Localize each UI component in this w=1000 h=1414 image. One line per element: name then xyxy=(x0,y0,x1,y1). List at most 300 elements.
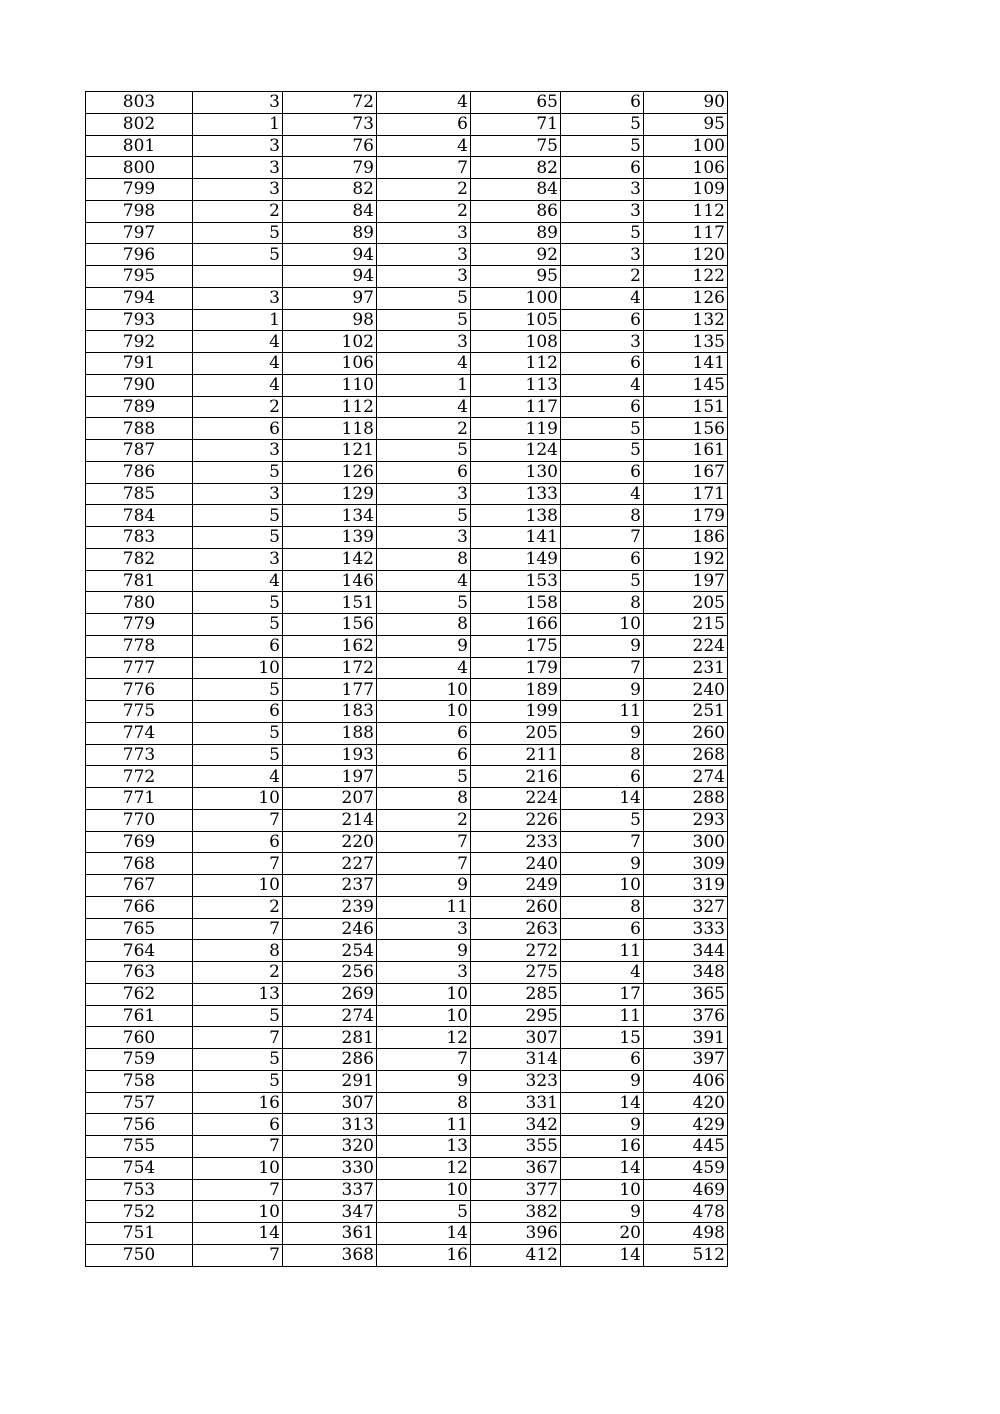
table-cell: 138 xyxy=(471,505,561,527)
table-cell: 117 xyxy=(471,396,561,418)
table-cell: 3 xyxy=(377,962,471,984)
table-cell: 337 xyxy=(283,1179,377,1201)
table-row xyxy=(86,396,728,418)
table-cell: 355 xyxy=(471,1136,561,1158)
table-row xyxy=(86,113,728,135)
table-cell: 319 xyxy=(644,875,728,897)
table-cell: 98 xyxy=(283,309,377,331)
table-cell: 151 xyxy=(644,396,728,418)
table-cell: 256 xyxy=(283,962,377,984)
table-cell: 6 xyxy=(561,766,644,788)
table-cell: 274 xyxy=(283,1005,377,1027)
table-cell: 216 xyxy=(471,766,561,788)
table-cell: 5 xyxy=(561,113,644,135)
table-row xyxy=(86,461,728,483)
table-cell: 89 xyxy=(283,222,377,244)
table-cell: 5 xyxy=(193,222,283,244)
table-cell: 175 xyxy=(471,635,561,657)
table-cell: 2 xyxy=(377,179,471,201)
table-cell: 3 xyxy=(193,440,283,462)
row-key-cell: 783 xyxy=(86,527,193,549)
table-cell: 512 xyxy=(644,1244,728,1266)
table-cell: 117 xyxy=(644,222,728,244)
table-cell: 239 xyxy=(283,896,377,918)
row-key-cell: 803 xyxy=(86,92,193,114)
table-cell: 119 xyxy=(471,418,561,440)
table-row xyxy=(86,135,728,157)
table-cell: 9 xyxy=(561,853,644,875)
table-cell: 156 xyxy=(644,418,728,440)
table-cell: 237 xyxy=(283,875,377,897)
row-key-cell: 750 xyxy=(86,1244,193,1266)
table-cell: 108 xyxy=(471,331,561,353)
table-cell: 112 xyxy=(471,353,561,375)
row-key-cell: 792 xyxy=(86,331,193,353)
row-key-cell: 796 xyxy=(86,244,193,266)
table-cell: 86 xyxy=(471,200,561,222)
table-cell: 4 xyxy=(193,570,283,592)
table-cell: 397 xyxy=(644,1049,728,1071)
table-cell: 3 xyxy=(377,331,471,353)
table-cell: 4 xyxy=(377,570,471,592)
table-cell: 275 xyxy=(471,962,561,984)
table-cell: 4 xyxy=(377,135,471,157)
table-cell: 348 xyxy=(644,962,728,984)
table-cell: 6 xyxy=(193,701,283,723)
table-cell: 7 xyxy=(193,1179,283,1201)
row-key-cell: 752 xyxy=(86,1201,193,1223)
table-cell: 188 xyxy=(283,722,377,744)
table-row xyxy=(86,309,728,331)
table-cell: 14 xyxy=(561,1244,644,1266)
table-cell: 344 xyxy=(644,940,728,962)
table-cell: 227 xyxy=(283,853,377,875)
table-cell: 79 xyxy=(283,157,377,179)
row-key-cell: 772 xyxy=(86,766,193,788)
table-cell: 132 xyxy=(644,309,728,331)
table-cell: 10 xyxy=(377,1179,471,1201)
table-cell: 377 xyxy=(471,1179,561,1201)
row-key-cell: 762 xyxy=(86,983,193,1005)
row-key-cell: 788 xyxy=(86,418,193,440)
table-row xyxy=(86,853,728,875)
table-cell: 3 xyxy=(193,157,283,179)
table-cell: 149 xyxy=(471,548,561,570)
row-key-cell: 774 xyxy=(86,722,193,744)
row-key-cell: 789 xyxy=(86,396,193,418)
table-cell: 95 xyxy=(471,266,561,288)
table-cell: 331 xyxy=(471,1092,561,1114)
table-cell: 231 xyxy=(644,657,728,679)
table-cell: 75 xyxy=(471,135,561,157)
table-cell: 3 xyxy=(193,287,283,309)
row-key-cell: 785 xyxy=(86,483,193,505)
table-cell: 5 xyxy=(561,418,644,440)
table-cell: 14 xyxy=(377,1223,471,1245)
table-cell: 246 xyxy=(283,918,377,940)
table-cell: 459 xyxy=(644,1157,728,1179)
table-cell: 9 xyxy=(561,1201,644,1223)
table-cell: 7 xyxy=(193,918,283,940)
table-cell: 272 xyxy=(471,940,561,962)
table-cell: 90 xyxy=(644,92,728,114)
table-cell: 12 xyxy=(377,1157,471,1179)
table-cell: 6 xyxy=(561,918,644,940)
table-cell: 10 xyxy=(193,657,283,679)
table-row xyxy=(86,1157,728,1179)
table-cell: 207 xyxy=(283,788,377,810)
table-cell: 113 xyxy=(471,374,561,396)
table-cell: 112 xyxy=(283,396,377,418)
table-cell: 11 xyxy=(561,701,644,723)
table-cell: 11 xyxy=(377,1114,471,1136)
row-key-cell: 755 xyxy=(86,1136,193,1158)
table-cell: 124 xyxy=(471,440,561,462)
row-key-cell: 779 xyxy=(86,614,193,636)
table-cell: 367 xyxy=(471,1157,561,1179)
table-cell: 97 xyxy=(283,287,377,309)
table-cell: 7 xyxy=(193,809,283,831)
table-row xyxy=(86,570,728,592)
table-cell: 4 xyxy=(193,331,283,353)
table-cell: 4 xyxy=(193,374,283,396)
table-cell: 13 xyxy=(377,1136,471,1158)
table-cell: 5 xyxy=(377,309,471,331)
table-cell: 16 xyxy=(193,1092,283,1114)
table-cell: 260 xyxy=(471,896,561,918)
row-key-cell: 769 xyxy=(86,831,193,853)
table-cell: 8 xyxy=(193,940,283,962)
table-cell: 9 xyxy=(377,875,471,897)
table-cell: 151 xyxy=(283,592,377,614)
table-cell: 307 xyxy=(471,1027,561,1049)
table-cell: 12 xyxy=(377,1027,471,1049)
table-row xyxy=(86,722,728,744)
table-cell: 9 xyxy=(561,722,644,744)
table-cell: 17 xyxy=(561,983,644,1005)
table-cell: 199 xyxy=(471,701,561,723)
table-cell: 6 xyxy=(377,722,471,744)
table-cell: 3 xyxy=(377,483,471,505)
table-cell: 6 xyxy=(561,157,644,179)
table-cell: 197 xyxy=(283,766,377,788)
table-cell: 307 xyxy=(283,1092,377,1114)
table-cell: 145 xyxy=(644,374,728,396)
table-cell: 5 xyxy=(377,287,471,309)
table-cell: 141 xyxy=(644,353,728,375)
table-cell: 7 xyxy=(561,527,644,549)
table-row xyxy=(86,679,728,701)
table-cell: 263 xyxy=(471,918,561,940)
table-cell: 5 xyxy=(193,1005,283,1027)
table-cell: 166 xyxy=(471,614,561,636)
table-cell: 9 xyxy=(561,679,644,701)
table-cell: 3 xyxy=(377,918,471,940)
table-cell: 3 xyxy=(561,200,644,222)
table-cell: 3 xyxy=(377,222,471,244)
table-cell: 5 xyxy=(377,440,471,462)
table-row xyxy=(86,1201,728,1223)
table-cell: 224 xyxy=(644,635,728,657)
table-cell: 82 xyxy=(283,179,377,201)
table-cell: 142 xyxy=(283,548,377,570)
table-row xyxy=(86,353,728,375)
table-cell: 3 xyxy=(193,548,283,570)
table-cell: 5 xyxy=(561,222,644,244)
row-key-cell: 800 xyxy=(86,157,193,179)
table-cell: 129 xyxy=(283,483,377,505)
table-cell: 130 xyxy=(471,461,561,483)
table-cell: 5 xyxy=(561,135,644,157)
row-key-cell: 791 xyxy=(86,353,193,375)
table-cell: 5 xyxy=(193,1049,283,1071)
table-cell: 396 xyxy=(471,1223,561,1245)
row-key-cell: 767 xyxy=(86,875,193,897)
table-cell: 226 xyxy=(471,809,561,831)
table-row xyxy=(86,222,728,244)
table-cell: 445 xyxy=(644,1136,728,1158)
table-cell: 5 xyxy=(193,527,283,549)
table-cell: 121 xyxy=(283,440,377,462)
table-body xyxy=(86,92,728,1267)
table-cell: 233 xyxy=(471,831,561,853)
table-cell: 8 xyxy=(377,614,471,636)
table-cell: 3 xyxy=(561,244,644,266)
table-cell: 10 xyxy=(561,1179,644,1201)
table-cell: 293 xyxy=(644,809,728,831)
row-key-cell: 775 xyxy=(86,701,193,723)
table-cell: 120 xyxy=(644,244,728,266)
table-cell: 9 xyxy=(561,1114,644,1136)
row-key-cell: 754 xyxy=(86,1157,193,1179)
table-cell: 333 xyxy=(644,918,728,940)
row-key-cell: 760 xyxy=(86,1027,193,1049)
table-cell: 65 xyxy=(471,92,561,114)
table-cell: 94 xyxy=(283,266,377,288)
table-row xyxy=(86,287,728,309)
table-cell: 10 xyxy=(561,614,644,636)
row-key-cell: 798 xyxy=(86,200,193,222)
table-row xyxy=(86,635,728,657)
table-cell: 183 xyxy=(283,701,377,723)
table-row xyxy=(86,548,728,570)
table-cell: 330 xyxy=(283,1157,377,1179)
table-cell: 73 xyxy=(283,113,377,135)
table-cell: 193 xyxy=(283,744,377,766)
table-row xyxy=(86,1244,728,1266)
row-key-cell: 751 xyxy=(86,1223,193,1245)
table-cell: 179 xyxy=(471,657,561,679)
table-cell: 10 xyxy=(193,875,283,897)
table-row xyxy=(86,1070,728,1092)
table-cell: 3 xyxy=(561,331,644,353)
table-cell: 106 xyxy=(283,353,377,375)
table-cell: 254 xyxy=(283,940,377,962)
table-cell: 9 xyxy=(377,940,471,962)
table-row xyxy=(86,440,728,462)
table-row xyxy=(86,1136,728,1158)
table-cell: 76 xyxy=(283,135,377,157)
table-cell: 133 xyxy=(471,483,561,505)
table-cell: 205 xyxy=(471,722,561,744)
table-cell: 2 xyxy=(377,418,471,440)
table-cell: 197 xyxy=(644,570,728,592)
table-cell: 309 xyxy=(644,853,728,875)
row-key-cell: 763 xyxy=(86,962,193,984)
table-cell: 10 xyxy=(193,788,283,810)
table-cell: 1 xyxy=(193,309,283,331)
table-row xyxy=(86,1179,728,1201)
table-row xyxy=(86,657,728,679)
table-cell: 6 xyxy=(377,113,471,135)
table-cell: 177 xyxy=(283,679,377,701)
table-row xyxy=(86,374,728,396)
table-cell: 135 xyxy=(644,331,728,353)
row-key-cell: 766 xyxy=(86,896,193,918)
table-cell: 10 xyxy=(377,1005,471,1027)
table-cell: 420 xyxy=(644,1092,728,1114)
row-key-cell: 795 xyxy=(86,266,193,288)
table-cell: 16 xyxy=(377,1244,471,1266)
table-cell: 3 xyxy=(193,135,283,157)
table-cell: 7 xyxy=(193,853,283,875)
table-row xyxy=(86,483,728,505)
row-key-cell: 802 xyxy=(86,113,193,135)
table-cell: 2 xyxy=(561,266,644,288)
table-cell: 6 xyxy=(193,831,283,853)
table-row xyxy=(86,1027,728,1049)
table-cell: 7 xyxy=(193,1136,283,1158)
table-cell: 110 xyxy=(283,374,377,396)
table-cell: 14 xyxy=(561,1157,644,1179)
table-cell: 10 xyxy=(193,1157,283,1179)
table-cell: 5 xyxy=(377,766,471,788)
table-cell: 20 xyxy=(561,1223,644,1245)
row-key-cell: 761 xyxy=(86,1005,193,1027)
table-cell: 5 xyxy=(193,722,283,744)
table-cell: 5 xyxy=(193,505,283,527)
table-cell: 361 xyxy=(283,1223,377,1245)
table-cell: 106 xyxy=(644,157,728,179)
table-cell: 6 xyxy=(561,353,644,375)
table-cell: 179 xyxy=(644,505,728,527)
table-cell: 172 xyxy=(283,657,377,679)
row-key-cell: 758 xyxy=(86,1070,193,1092)
row-key-cell: 776 xyxy=(86,679,193,701)
table-row xyxy=(86,244,728,266)
table-cell: 92 xyxy=(471,244,561,266)
table-row xyxy=(86,875,728,897)
table-cell: 9 xyxy=(561,1070,644,1092)
table-cell: 2 xyxy=(377,200,471,222)
table-row xyxy=(86,614,728,636)
table-row xyxy=(86,1049,728,1071)
table-row xyxy=(86,940,728,962)
row-key-cell: 753 xyxy=(86,1179,193,1201)
table-cell: 268 xyxy=(644,744,728,766)
table-cell: 94 xyxy=(283,244,377,266)
table-cell: 4 xyxy=(377,92,471,114)
table-cell: 84 xyxy=(283,200,377,222)
table-cell: 102 xyxy=(283,331,377,353)
table-cell: 7 xyxy=(377,831,471,853)
table-row xyxy=(86,92,728,114)
table-cell: 323 xyxy=(471,1070,561,1092)
row-key-cell: 764 xyxy=(86,940,193,962)
table-cell: 274 xyxy=(644,766,728,788)
table-cell: 3 xyxy=(193,179,283,201)
table-row xyxy=(86,788,728,810)
table-cell: 342 xyxy=(471,1114,561,1136)
row-key-cell: 801 xyxy=(86,135,193,157)
table-cell: 2 xyxy=(193,396,283,418)
table-row xyxy=(86,918,728,940)
row-key-cell: 770 xyxy=(86,809,193,831)
row-key-cell: 794 xyxy=(86,287,193,309)
table-row xyxy=(86,983,728,1005)
table-row xyxy=(86,527,728,549)
table-cell: 84 xyxy=(471,179,561,201)
table-cell: 162 xyxy=(283,635,377,657)
table-cell: 156 xyxy=(283,614,377,636)
table-row xyxy=(86,418,728,440)
table-cell: 288 xyxy=(644,788,728,810)
table-cell: 376 xyxy=(644,1005,728,1027)
table-cell: 8 xyxy=(561,505,644,527)
table-cell: 109 xyxy=(644,179,728,201)
table-cell: 14 xyxy=(561,1092,644,1114)
table-cell: 6 xyxy=(377,461,471,483)
table-cell: 5 xyxy=(193,1070,283,1092)
table-cell: 15 xyxy=(561,1027,644,1049)
table-cell: 9 xyxy=(561,635,644,657)
table-cell: 281 xyxy=(283,1027,377,1049)
table-cell: 211 xyxy=(471,744,561,766)
table-cell: 286 xyxy=(283,1049,377,1071)
table-cell: 158 xyxy=(471,592,561,614)
table-cell: 300 xyxy=(644,831,728,853)
table-cell: 14 xyxy=(193,1223,283,1245)
row-key-cell: 756 xyxy=(86,1114,193,1136)
row-key-cell: 786 xyxy=(86,461,193,483)
table-cell: 112 xyxy=(644,200,728,222)
table-cell: 10 xyxy=(561,875,644,897)
table-cell: 220 xyxy=(283,831,377,853)
table-cell: 4 xyxy=(377,396,471,418)
table-cell: 4 xyxy=(561,483,644,505)
table-cell: 8 xyxy=(377,548,471,570)
row-key-cell: 757 xyxy=(86,1092,193,1114)
table-cell: 2 xyxy=(377,809,471,831)
table-cell xyxy=(193,266,283,288)
table-cell: 6 xyxy=(377,744,471,766)
table-cell: 6 xyxy=(561,461,644,483)
table-cell: 171 xyxy=(644,483,728,505)
table-cell: 498 xyxy=(644,1223,728,1245)
table-row xyxy=(86,831,728,853)
table-cell: 139 xyxy=(283,527,377,549)
row-key-cell: 784 xyxy=(86,505,193,527)
table-cell: 249 xyxy=(471,875,561,897)
table-cell: 161 xyxy=(644,440,728,462)
table-cell: 5 xyxy=(377,592,471,614)
row-key-cell: 780 xyxy=(86,592,193,614)
table-cell: 10 xyxy=(377,983,471,1005)
row-key-cell: 781 xyxy=(86,570,193,592)
table-cell: 100 xyxy=(471,287,561,309)
table-cell: 269 xyxy=(283,983,377,1005)
row-key-cell: 771 xyxy=(86,788,193,810)
